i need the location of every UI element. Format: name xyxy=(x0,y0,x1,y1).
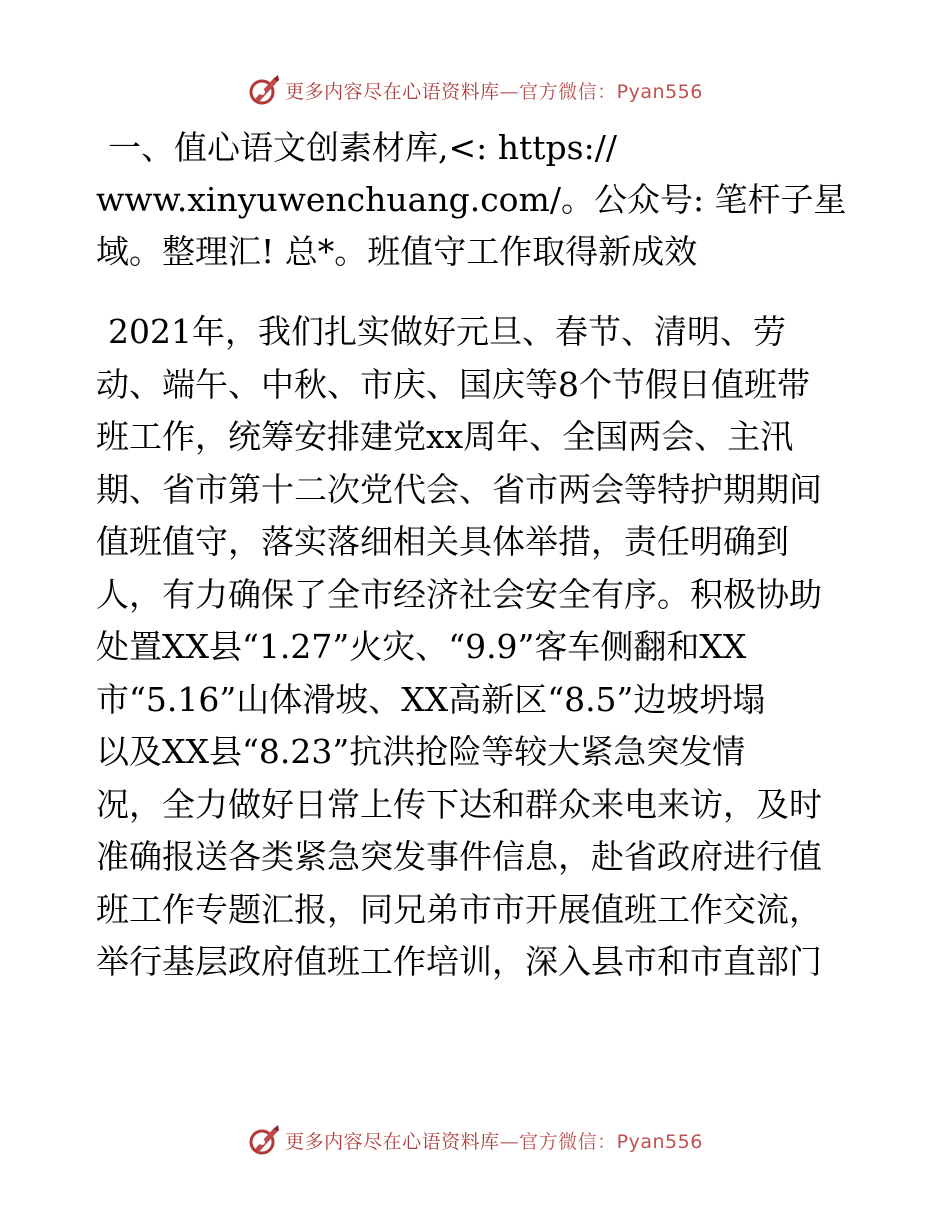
paragraph-line: 举行基层政府值班工作培训，深入县市和市直部门 xyxy=(96,942,822,981)
brush-pen-logo-icon xyxy=(247,1123,281,1157)
paragraph-line: 期、省市第十二次党代会、省市两会等特护期期间 xyxy=(96,469,822,509)
banner-site-name: 更多内容尽在心语资料库 xyxy=(285,80,500,103)
banner-text xyxy=(285,77,703,104)
heading-line: 域。整理汇! 总*。班值守工作取得新成效 xyxy=(96,232,698,271)
section-heading xyxy=(96,122,856,278)
paragraph-line: 班工作，统筹安排建党xx周年、全国两会、主汛 xyxy=(96,417,794,456)
paragraph-line: 值班值守，落实落细相关具体举措，责任明确到 xyxy=(96,522,789,561)
heading-line: www.xinyuwenchuang.com/。公众号: 笔杆子星 xyxy=(96,180,847,219)
header-watermark-banner xyxy=(0,70,950,110)
document-body xyxy=(96,122,856,989)
paragraph-line: 人，有力确保了全市经济社会安全有序。积极协助 xyxy=(96,574,822,614)
paragraph-line: 动、端午、中秋、市庆、国庆等8个节假日值班带 xyxy=(96,364,810,404)
paragraph-line: 处置XX县“1.27”火灾、“9.9”客车侧翻和XX xyxy=(96,627,747,666)
paragraph-line: 况，全力做好日常上传下达和群众来电来访，及时 xyxy=(96,784,822,824)
paragraph-line: 以及XX县“8.23”抗洪抢险等较大紧急突发情 xyxy=(96,732,746,771)
banner-text xyxy=(285,1127,703,1154)
paragraph-line: 班工作专题汇报，同兄弟市市开展值班工作交流， xyxy=(96,889,822,929)
banner-wechat-id: 官方微信：Pyan556 xyxy=(519,1130,703,1153)
banner-separator: — xyxy=(499,1130,520,1153)
banner-separator: — xyxy=(499,80,520,103)
paragraph-line: 2021年，我们扎实做好元旦、春节、清明、劳 xyxy=(108,312,786,351)
banner-wechat-id: 官方微信：Pyan556 xyxy=(519,80,703,103)
brush-pen-logo-icon xyxy=(247,73,281,107)
heading-line: 一、值心语文创素材库,<: https:// xyxy=(108,128,617,167)
footer-watermark-banner xyxy=(0,1120,950,1160)
banner-site-name: 更多内容尽在心语资料库 xyxy=(285,1130,500,1153)
paragraph-line: 准确报送各类紧急突发事件信息，赴省政府进行值 xyxy=(96,837,822,876)
paragraph-line: 市“5.16”山体滑坡、XX高新区“8.5”边坡坍塌 xyxy=(96,679,766,719)
body-paragraph xyxy=(96,306,856,989)
